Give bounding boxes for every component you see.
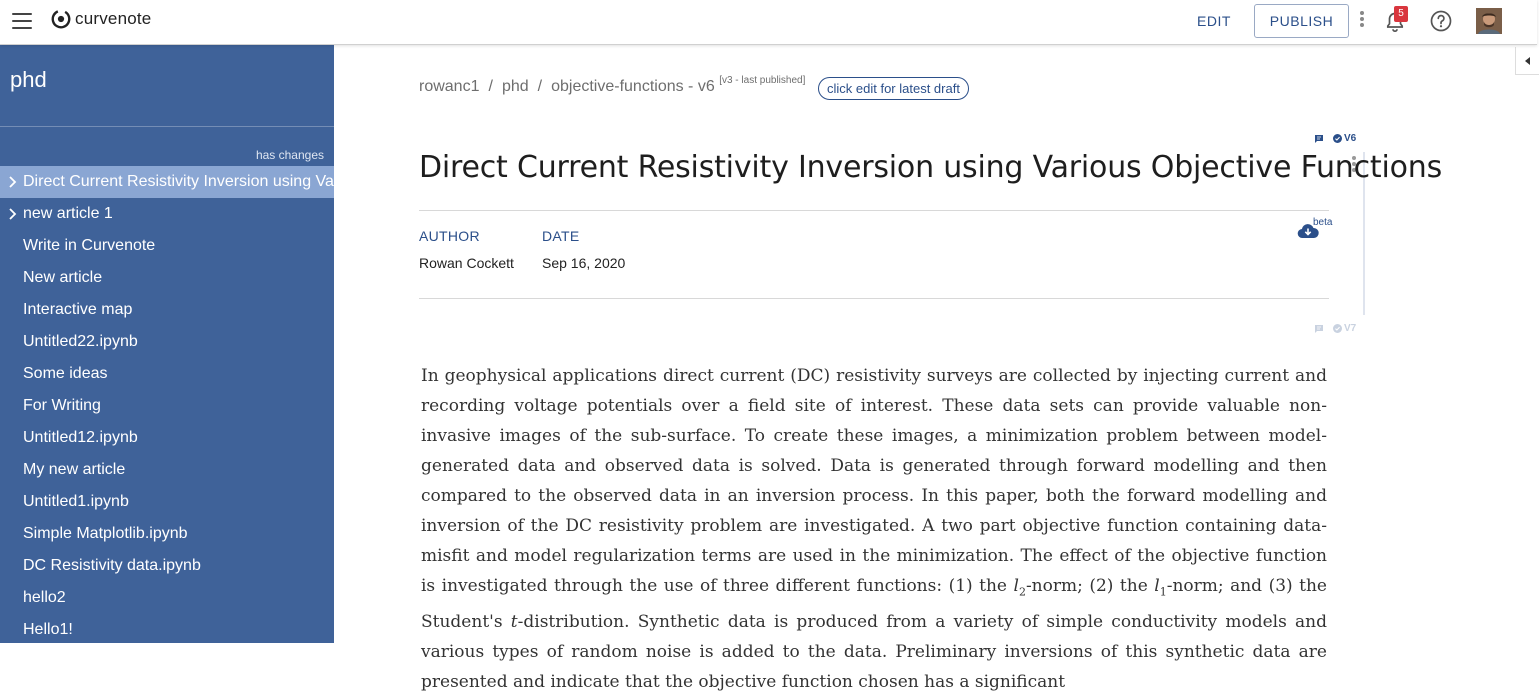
curvenote-logo-icon	[50, 8, 72, 30]
sidebar-item-label: For Writing	[23, 397, 101, 414]
logo-text: curvenote	[75, 9, 152, 28]
sidebar-item-untitled22[interactable]	[0, 326, 334, 358]
sidebar-divider	[0, 126, 334, 127]
abstract-text: -norm; (2) the	[1025, 576, 1155, 596]
breadcrumb-separator: /	[537, 78, 543, 95]
beta-badge: beta	[1313, 217, 1333, 228]
abstract-paragraph[interactable]	[421, 361, 1327, 697]
help-icon[interactable]	[1429, 9, 1453, 33]
sidebar-item-label: Untitled12.ipynb	[23, 429, 138, 446]
breadcrumb-project[interactable]: phd	[501, 78, 529, 95]
breadcrumb	[419, 75, 806, 96]
date-value: Sep 16, 2020	[542, 255, 626, 271]
sidebar-item-label: DC Resistivity data.ipynb	[23, 557, 201, 574]
math-l: l	[1013, 576, 1019, 596]
abstract-text: -norm; and (3) the Student's	[421, 576, 1327, 633]
sidebar-item-label: My new article	[23, 461, 126, 478]
caret-left-icon	[1516, 47, 1539, 75]
comment-icon	[1314, 324, 1324, 334]
sidebar-item-label: Simple Matplotlib.ipynb	[23, 525, 188, 542]
divider	[419, 298, 1329, 299]
breadcrumb-user[interactable]: rowanc1	[419, 78, 480, 95]
sidebar-item-some-ideas[interactable]	[0, 358, 334, 390]
notification-badge: 5	[1394, 6, 1408, 22]
sidebar-item-label: Direct Current Resistivity Inversion using Various Objective Functions	[23, 173, 514, 190]
sidebar-item-simple-matplotlib[interactable]	[0, 518, 334, 550]
document-title[interactable]: Direct Current Resistivity Inversion using Various Objective Functions	[419, 150, 1443, 185]
version-note: [v3 - last published]	[719, 75, 806, 86]
breadcrumb-article[interactable]: objective-functions - v6	[551, 78, 715, 95]
sidebar-item-label: Write in Curvenote	[23, 237, 156, 254]
abstract-text: -distribution. Synthetic data is produced from a variety of simple conductivity models and various types of random noise is added to the data. Preliminary inversions of this synthetic data are presented and indicate that the objective function chosen has a significant	[421, 612, 1328, 693]
sidebar-item-new-article[interactable]	[0, 262, 334, 294]
check-circle-icon	[1333, 134, 1342, 143]
sidebar-item-for-writing[interactable]	[0, 390, 334, 422]
math-l: l	[1154, 576, 1160, 596]
sidebar-item-label: Hello1!	[23, 621, 73, 638]
edit-button[interactable]: EDIT	[1197, 13, 1231, 29]
check-circle-icon	[1333, 324, 1342, 333]
sidebar-item-my-new-article[interactable]	[0, 454, 334, 486]
version-label: V7	[1344, 323, 1357, 334]
sidebar-item-label: Untitled1.ipynb	[23, 493, 129, 510]
comment-icon	[1314, 134, 1324, 144]
author-name[interactable]: Rowan Cockett	[419, 255, 514, 271]
sidebar-item-direct-current-article[interactable]	[0, 166, 514, 198]
sidebar-item-label: Untitled22.ipynb	[23, 333, 138, 350]
sidebar-item-hello2[interactable]	[0, 582, 334, 614]
sidebar-item-dc-resistivity-data[interactable]	[0, 550, 334, 582]
breadcrumb-separator: /	[488, 78, 493, 95]
math-t: t	[510, 612, 518, 633]
sidebar-item-label: new article 1	[23, 205, 113, 222]
project-title[interactable]: phd	[10, 67, 47, 92]
math-subscript: 1	[1159, 585, 1167, 599]
more-vertical-icon[interactable]	[1358, 11, 1366, 31]
sidebar-item-untitled1[interactable]	[0, 486, 334, 518]
sidebar-item-new-article-1[interactable]	[0, 198, 334, 230]
changes-status: has changes	[255, 148, 324, 162]
menu-icon[interactable]	[12, 13, 32, 29]
date-label: DATE	[542, 228, 580, 244]
curvenote-logo[interactable]	[50, 7, 151, 31]
sidebar-item-interactive-map[interactable]	[0, 294, 334, 326]
sidebar-item-label: Some ideas	[23, 365, 108, 382]
version-label: V6	[1344, 133, 1357, 144]
abstract-text: In geophysical applications direct current (DC) resistivity surveys are collected by injecting current and recording voltage potentials over a field site of interest. These data sets can provide valuable non-invasive images of the sub-surface. To create these images, a minimization problem between model-generated data and observed data is solved. Data is generated through forward modelling and then compared to the observed data in an inversion process. In this paper, both the forward modelling and inversion of the DC resistivity problem are investigated. A two part objective function containing data-misfit and model regularization terms are used in the minimization. The effect of the objective function is investigated through the use of three different functions: (1) the	[421, 366, 1327, 596]
sidebar-item-label: hello2	[23, 589, 66, 606]
divider	[419, 210, 1329, 211]
publish-button[interactable]: PUBLISH	[1254, 4, 1349, 38]
avatar[interactable]	[1476, 8, 1502, 34]
chevron-right-icon[interactable]	[7, 198, 19, 230]
sidebar-item-untitled12[interactable]	[0, 422, 334, 454]
version-tag-bottom[interactable]	[1314, 323, 1356, 334]
panel-collapse-toggle[interactable]	[1515, 47, 1539, 75]
latest-draft-button[interactable]: click edit for latest draft	[818, 77, 969, 100]
math-subscript: 2	[1018, 585, 1026, 599]
sidebar-item-write-in-curvenote[interactable]	[0, 230, 334, 262]
version-tag-top[interactable]	[1314, 133, 1356, 144]
sidebar-item-label: New article	[23, 269, 103, 286]
sidebar-item-label: Interactive map	[23, 301, 133, 318]
top-app-bar	[0, 0, 1537, 45]
author-label: AUTHOR	[419, 228, 480, 244]
chevron-right-icon[interactable]	[7, 166, 19, 198]
sidebar-item-hello1[interactable]	[0, 614, 334, 646]
